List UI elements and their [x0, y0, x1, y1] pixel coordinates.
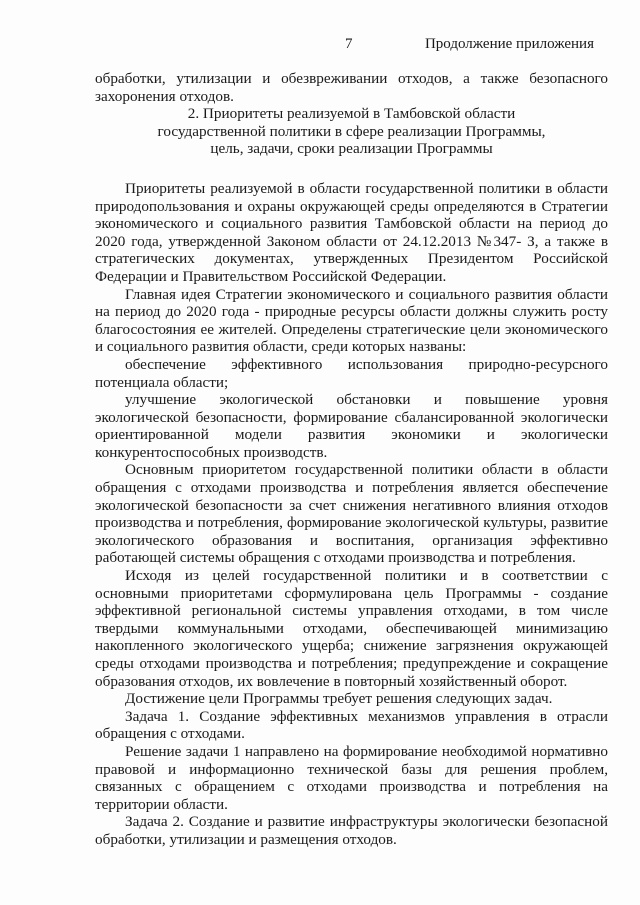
paragraph: Главная идея Стратегии экономического и социального развития области на период до 2020 года - природные ресурсы области должны служить росту благосостояния ее жителей. Определены стратегические цели экономического и социального развития области, среди которых названы:	[95, 285, 608, 356]
paragraph: Приоритеты реализуемой в области государственной политики в области природопользования и охраны окружающей среды определяются в Стратегии экономического и социального развития Тамбовской области на период до 2020 года, утвержденной Законом области от 24.12.2013 №347- З, а также в стратегических документах, утвержденных Президентом Российской Федерации и Правительством Российской Федерации.	[95, 179, 608, 285]
paragraph: обеспечение эффективного использования природно-ресурсного потенциала области;	[95, 355, 608, 391]
paragraph: Исходя из целей государственной политики и в соответствии с основными приоритетами сформулирована цель Программы - создание эффективной региональной системы управления отходами, в том числе твердыми коммунальными отходами, обеспечивающей минимизацию накопленного экологического ущерба; снижение загрязнения окружающей среды отходами производства и потребления; предупреждение и сокращение образования отходов, их вовлечение в повторный хозяйственный оборот.	[95, 567, 608, 690]
continuation-label: Продолжение приложения	[424, 36, 594, 52]
paragraph: Решение задачи 1 направлено на формирование необходимой нормативно правовой и информационно технической базы для решения проблем, связанных с обращением с отходами производства и потребления на территории области.	[95, 742, 608, 813]
paragraph: Задача 1. Создание эффективных механизмов управления в отрасли обращения с отходами.	[95, 707, 608, 743]
section-title	[95, 105, 608, 158]
page-header	[0, 36, 640, 56]
section-title-line: 2. Приоритеты реализуемой в Тамбовской области	[187, 105, 516, 123]
spacer	[95, 158, 608, 180]
page-number: 7	[345, 36, 353, 52]
section-title-line: государственной политики в сфере реализации Программы,	[157, 122, 546, 140]
paragraph: улучшение экологической обстановки и повышение уровня экологической безопасности, формирование сбалансированной экологически ориентированной модели развития экономики и экологически конкурентоспособных производств.	[95, 391, 608, 461]
document-body	[95, 70, 608, 849]
intro-paragraph: обработки, утилизации и обезвреживании отходов, а также безопасного захоронения отходов.	[95, 70, 608, 105]
paragraph: Задача 2. Создание и развитие инфраструктуры экологически безопасной обработки, утилизации и размещения отходов.	[95, 813, 608, 848]
section-title-line: цель, задачи, сроки реализации Программы	[210, 140, 493, 158]
paragraph: Достижение цели Программы требует решения следующих задач.	[125, 690, 553, 708]
paragraph: Основным приоритетом государственной политики области в области обращения с отходами производства и потребления является обеспечение экологической безопасности за счет снижения негативного влияния отходов производства и потребления, формирование экологической культуры, развитие экологического образования и воспитания, организация эффективно работающей системы обращения с отходами производства и потребления.	[95, 461, 608, 567]
